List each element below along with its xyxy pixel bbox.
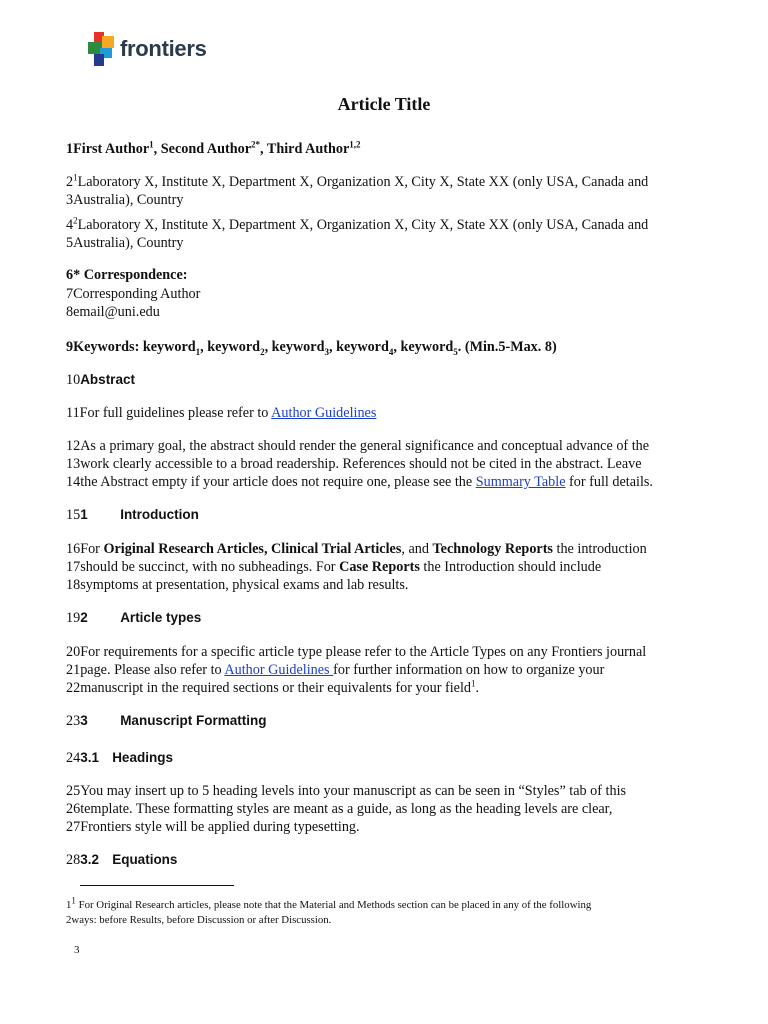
footnote-divider: [80, 885, 234, 886]
footnote-sup: 1: [71, 895, 76, 906]
article-title: Article Title: [337, 94, 431, 114]
bold-text: Case Reports: [339, 559, 420, 575]
line-number: 23: [66, 713, 81, 729]
line-number: 16: [66, 541, 81, 557]
author-guidelines-link[interactable]: Author Guidelines: [271, 405, 377, 421]
line-number: 15: [66, 507, 81, 523]
body-text: Frontiers style will be applied during typesetting.: [80, 819, 360, 835]
headings-line: [66, 782, 626, 800]
line-number: 11: [66, 405, 80, 421]
line-number: 5: [66, 235, 74, 251]
line-number: 26: [66, 801, 81, 817]
keyword-separator: ,: [328, 339, 337, 355]
section-number: 1: [80, 507, 88, 522]
section-number: 2: [80, 610, 88, 625]
body-text: As a primary goal, the abstract should render the general significance and conceptual advance of the: [80, 438, 650, 454]
section-heading: Headings: [112, 750, 173, 765]
keyword-sub: 2: [260, 346, 265, 357]
line-number: 8: [66, 304, 74, 320]
page-number: 3: [74, 944, 80, 956]
line-number: 20: [66, 644, 81, 660]
affiliation-sup: 1: [73, 172, 78, 183]
abstract-line: [66, 473, 653, 491]
correspondence-email-line: [66, 303, 160, 321]
body-text: You may insert up to 5 heading levels into your manuscript as can be seen in “Styles” tab of this: [80, 783, 627, 799]
body-text: manuscript in the required sections or their equivalents for your field: [80, 680, 472, 696]
line-number: 24: [66, 750, 81, 766]
keyword-separator: ,: [393, 339, 401, 355]
author-first: First Author: [73, 141, 150, 157]
line-number: 9: [66, 339, 74, 355]
bold-text: Original Research Articles, Clinical Trial Articles: [103, 541, 402, 557]
keyword-sub: 3: [324, 346, 329, 357]
affiliation-text: Australia), Country: [73, 192, 184, 208]
author-separator: ,: [260, 141, 267, 157]
section-heading: Equations: [112, 852, 178, 867]
footnote-line: [66, 913, 331, 927]
line-number: 1: [66, 141, 74, 157]
line-number: 13: [66, 456, 81, 472]
affiliation-sup: 2: [73, 215, 78, 226]
line-number: 3: [66, 192, 74, 208]
line-number: 22: [66, 680, 81, 696]
abstract-line: [66, 455, 642, 473]
keyword: keyword: [142, 339, 196, 355]
correspondence-heading: * Correspondence:: [73, 267, 188, 283]
keyword: keyword: [400, 339, 454, 355]
keyword-sub: 1: [195, 346, 201, 357]
footnote-line: [66, 895, 592, 912]
manuscript-formatting-heading: [66, 712, 266, 730]
body-text: For full guidelines please refer to: [79, 405, 272, 421]
correspondence-label: [66, 266, 188, 284]
footnote-text: ways: before Results, before Discussion or after Discussion.: [71, 914, 332, 926]
author-third: Third Author: [266, 141, 350, 157]
line-number: 21: [66, 662, 81, 678]
line-number: 17: [66, 559, 81, 575]
correspondence-email: email@uni.edu: [73, 304, 160, 320]
body-text: For requirements for a specific article type please refer to the Article Types on any Frontiers journal: [80, 644, 647, 660]
affiliation-text: Laboratory X, Institute X, Department X, Organization X, City X, State XX (only USA, Canada and: [77, 174, 649, 190]
body-text: , and: [401, 541, 433, 557]
corresponding-author: Corresponding Author: [73, 286, 201, 302]
author-sup: 1,2: [349, 139, 361, 150]
correspondence-name-line: [66, 285, 200, 303]
footnote-ref: 1: [471, 678, 476, 689]
body-text: page. Please also refer to: [80, 662, 225, 678]
body-text: template. These formatting styles are meant as a guide, as long as the heading levels are clear,: [80, 801, 613, 817]
types-line: [66, 661, 604, 679]
intro-line: [66, 558, 601, 576]
article-types-heading: [66, 609, 201, 627]
frontiers-logo-icon: [88, 32, 116, 66]
section-heading: Abstract: [80, 372, 135, 387]
section-heading: Manuscript Formatting: [120, 713, 267, 728]
keyword-sub: 5: [453, 346, 458, 357]
author-guidelines-link[interactable]: Author Guidelines: [224, 662, 334, 678]
frontiers-logo: [88, 32, 207, 66]
abstract-line: [66, 437, 649, 455]
line-number: 18: [66, 577, 81, 593]
line-number: 2: [66, 914, 72, 926]
body-text: For: [80, 541, 104, 557]
abstract-heading: [66, 371, 135, 389]
body-text: .: [475, 680, 480, 696]
logo-text: frontiers: [120, 36, 207, 61]
intro-line: [66, 540, 647, 558]
types-line: [66, 643, 646, 661]
line-number: 28: [66, 852, 81, 868]
section-number: 3: [80, 713, 88, 728]
body-text: work clearly accessible to a broad readership. References should not be cited in the abstract. Leave: [80, 456, 642, 472]
keyword: keyword: [207, 339, 261, 355]
headings-line: [66, 818, 360, 836]
author-sup: 1: [149, 139, 154, 150]
section-number: 3.1: [80, 750, 99, 765]
author-separator: ,: [153, 141, 161, 157]
affiliation-text: Australia), Country: [73, 235, 184, 251]
line-number: 7: [66, 286, 74, 302]
line-number: 25: [66, 783, 81, 799]
keyword-sub: 4: [388, 346, 394, 357]
body-text: for further information on how to organize your: [333, 662, 605, 678]
body-text: the Abstract empty if your article does not require one, please see the: [80, 474, 476, 490]
line-number: 19: [66, 610, 81, 626]
line-number: 14: [66, 474, 81, 490]
line-number: 2: [66, 174, 74, 190]
line-number: 27: [66, 819, 81, 835]
introduction-heading: [66, 506, 199, 524]
keyword: keyword: [271, 339, 325, 355]
body-text: for full details.: [565, 474, 653, 490]
headings-line: [66, 800, 612, 818]
body-text: symptoms at presentation, physical exams and lab results.: [80, 577, 409, 593]
section-heading: Introduction: [120, 507, 199, 522]
author-line: [66, 140, 361, 158]
author-second: Second Author: [160, 141, 252, 157]
author-sup: 2*: [251, 139, 261, 150]
headings-heading: [66, 749, 173, 767]
line-number: 6: [66, 267, 74, 283]
types-line: [66, 679, 479, 697]
summary-table-link[interactable]: Summary Table: [475, 474, 566, 490]
affiliation-line: [66, 216, 648, 234]
body-text: the introduction: [552, 541, 647, 557]
affiliation-line: [66, 191, 183, 209]
bold-text: Technology Reports: [432, 541, 553, 557]
affiliation-line: [66, 234, 183, 252]
section-heading: Article types: [120, 610, 202, 625]
abstract-line: [66, 404, 376, 422]
keyword-separator: ,: [200, 339, 208, 355]
keyword-separator: ,: [264, 339, 272, 355]
body-text: the Introduction should include: [419, 559, 602, 575]
body-text: should be succinct, with no subheadings. For: [80, 559, 340, 575]
affiliation-text: Laboratory X, Institute X, Department X, Organization X, City X, State XX (only USA, Canada and: [77, 217, 649, 233]
section-number: 3.2: [80, 852, 99, 867]
line-number: 4: [66, 217, 74, 233]
line-number: 10: [66, 372, 81, 388]
equations-heading: [66, 851, 177, 869]
keywords-label: Keywords:: [73, 339, 143, 355]
intro-line: [66, 576, 408, 594]
line-number: 1: [66, 899, 72, 911]
keywords-tail: . (Min.5-Max. 8): [457, 339, 557, 355]
affiliation-line: [66, 173, 648, 191]
keywords-line: [66, 338, 557, 356]
keyword: keyword: [336, 339, 389, 355]
line-number: 12: [66, 438, 81, 454]
footnote-text: For Original Research articles, please note that the Material and Methods section can be placed in any of the following: [75, 899, 592, 911]
